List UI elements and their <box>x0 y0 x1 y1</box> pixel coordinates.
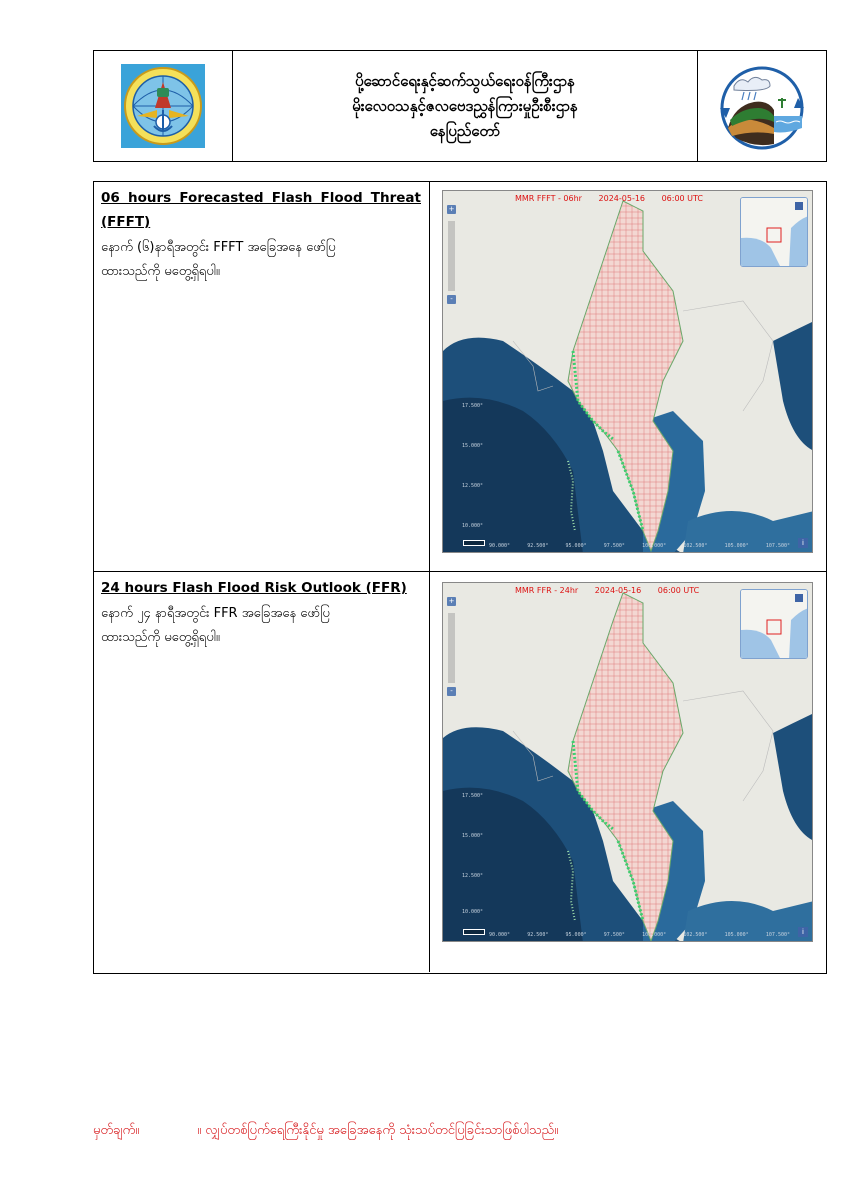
letterhead <box>93 50 827 162</box>
zoom-in-button[interactable]: + <box>448 597 455 605</box>
ffft-map-date: 2024-05-16 <box>598 194 646 203</box>
lat-label: 17.500° <box>462 403 484 409</box>
ffr-map[interactable] <box>442 582 813 942</box>
ffr-map-title <box>515 586 713 595</box>
ffft-map-cell <box>430 182 826 571</box>
lat-label: 12.500° <box>462 483 484 489</box>
lon-label: 95.000° <box>565 932 587 938</box>
lon-label: 97.500° <box>603 543 625 549</box>
zoom-in-button[interactable]: + <box>448 205 455 213</box>
ffr-map-time: 06:00 UTC <box>657 586 700 595</box>
lon-label: 92.500° <box>527 932 549 938</box>
ffft-overview-inset[interactable] <box>740 197 808 267</box>
ffft-heading-line1: 06 hours Forecasted Flash Flood Threat <box>101 190 421 206</box>
lat-label: 10.000° <box>462 909 484 915</box>
hydrological-cycle-logo <box>714 58 810 154</box>
ffr-map-date: 2024-05-16 <box>594 586 642 595</box>
lon-label: 92.500° <box>527 543 549 549</box>
lon-label: 100.000° <box>642 543 667 549</box>
ffft-row <box>94 182 826 572</box>
ffr-description-line2: ထားသည်ကို မတွေ့ရှိရပါ။ <box>101 630 220 645</box>
zoom-out-button[interactable]: - <box>447 687 456 696</box>
footer-note <box>93 1122 558 1141</box>
left-logo-cell <box>94 51 233 161</box>
department-name: မိုးလေဝသနှင့်ဇလဗေဒညွှန်ကြားမှုဦးစီးဌာန <box>352 96 578 115</box>
scale-bar <box>463 540 485 546</box>
ffr-row <box>94 572 826 972</box>
inset-toggle-button[interactable] <box>795 594 803 602</box>
letterhead-title <box>233 51 697 161</box>
lon-label: 97.500° <box>603 932 625 938</box>
ffr-map-cell <box>430 572 826 972</box>
city-name: နေပြည်တော် <box>429 121 501 140</box>
footer-note-label: မှတ်ချက်။ <box>93 1123 140 1138</box>
lat-label: 17.500° <box>462 793 484 799</box>
ffft-description <box>101 236 421 284</box>
inset-toggle-button[interactable] <box>795 202 803 210</box>
lon-label: 95.000° <box>565 543 587 549</box>
right-logo-cell <box>697 51 826 161</box>
ffft-map-time: 06:00 UTC <box>661 194 704 203</box>
ministry-name: ပို့ဆောင်ရေးနှင့်ဆက်သွယ်ရေးဝန်ကြီးဌာန <box>355 71 575 90</box>
ffft-description-line2: ထားသည်ကို မတွေ့ရှိရပါ။ <box>101 264 220 279</box>
ffft-map[interactable] <box>442 190 813 553</box>
ffr-description <box>101 602 421 650</box>
zoom-slider[interactable] <box>448 221 455 291</box>
ffr-description-line1: နောက် ၂၄ နာရီအတွင်း FFR အခြေအနေ ဖော်ပြ <box>101 606 330 621</box>
lon-labels <box>489 932 790 938</box>
bulletin-table <box>93 181 827 974</box>
lon-label: 100.000° <box>642 932 667 938</box>
ministry-emblem-logo <box>121 64 205 148</box>
ffr-overview-inset[interactable] <box>740 589 808 659</box>
ffr-text-cell <box>94 572 430 972</box>
lon-labels <box>489 543 790 549</box>
lon-label: 105.000° <box>724 543 749 549</box>
lon-label: 90.000° <box>489 932 511 938</box>
scale-bar <box>463 929 485 935</box>
ffft-text-cell <box>94 182 430 571</box>
ffr-heading: 24 hours Flash Flood Risk Outlook (FFR) <box>101 580 407 596</box>
zoom-slider[interactable] <box>448 613 455 683</box>
footer-note-text: ။ လျှပ်တစ်ပြက်ရေကြီးနိုင်မှု အခြေအနေကို သုံးသပ်တင်ပြခြင်းသာဖြစ်ပါသည်။ <box>197 1123 559 1138</box>
info-button[interactable]: i <box>798 927 808 937</box>
lon-label: 102.500° <box>683 543 708 549</box>
lon-label: 105.000° <box>724 932 749 938</box>
zoom-out-button[interactable]: - <box>447 295 456 304</box>
ffft-map-title <box>515 194 717 203</box>
info-button[interactable]: i <box>798 538 808 548</box>
ffft-heading-line2: (FFFT) <box>101 214 151 230</box>
lat-label: 15.000° <box>462 833 484 839</box>
lon-label: 107.500° <box>765 932 790 938</box>
lat-label: 10.000° <box>462 523 484 529</box>
ffft-map-product: MMR FFFT - 06hr <box>515 194 582 203</box>
lat-label: 15.000° <box>462 443 484 449</box>
lon-label: 90.000° <box>489 543 511 549</box>
lat-label: 12.500° <box>462 873 484 879</box>
lon-label: 102.500° <box>683 932 708 938</box>
lon-label: 107.500° <box>765 543 790 549</box>
ffft-description-line1: နောက် (၆)နာရီအတွင်း FFFT အခြေအနေ ဖော်ပြ <box>101 240 336 255</box>
ffr-map-product: MMR FFR - 24hr <box>515 586 579 595</box>
